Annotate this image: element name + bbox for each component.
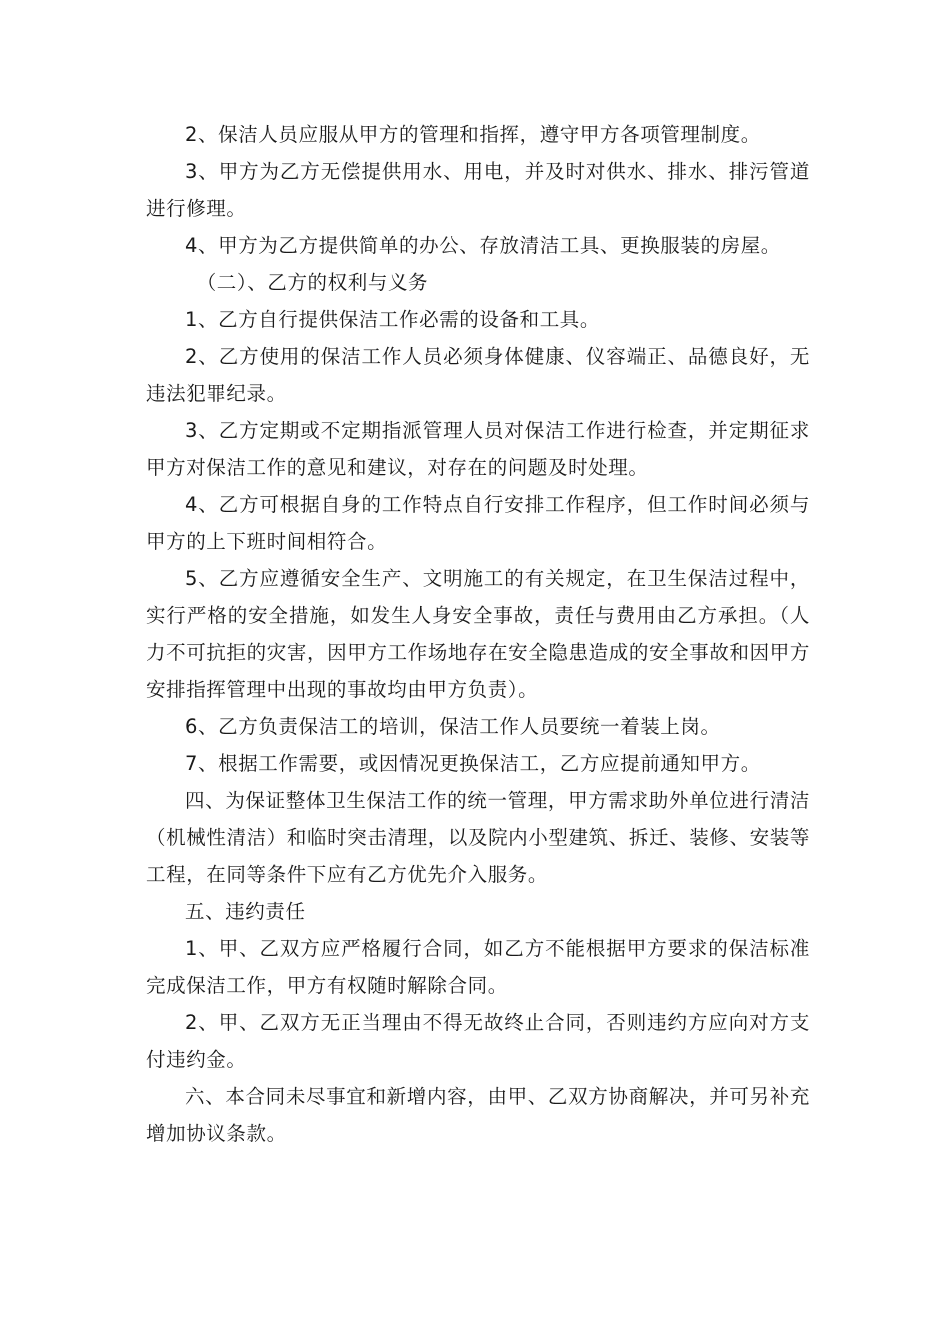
paragraph: 4、乙方可根据自身的工作特点自行安排工作程序，但工作时间必须与甲方的上下班时间相符合。 xyxy=(146,493,810,553)
section-heading: （二）、乙方的权利与义务 xyxy=(196,271,429,294)
section-paragraph: 六、本合同未尽事宜和新增内容，由甲、乙双方协商解决，并可另补充增加协议条款。 xyxy=(146,1085,810,1145)
section-heading: 五、违约责任 xyxy=(185,900,306,923)
paragraph: 7、根据工作需要，或因情况更换保洁工，乙方应提前通知甲方。 xyxy=(185,752,761,775)
paragraph: 1、乙方自行提供保洁工作必需的设备和工具。 xyxy=(185,308,601,331)
paragraph: 2、乙方使用的保洁工作人员必须身体健康、仪容端正、品德良好，无违法犯罪纪录。 xyxy=(146,345,810,405)
document-body xyxy=(146,116,810,1152)
paragraph: 3、乙方定期或不定期指派管理人员对保洁工作进行检查，并定期征求甲方对保洁工作的意见和建议，对存在的问题及时处理。 xyxy=(146,419,810,479)
section-paragraph: 四、为保证整体卫生保洁工作的统一管理，甲方需求助外单位进行清洁（机械性清洁）和临时突击清理，以及院内小型建筑、拆迁、装修、安装等工程，在同等条件下应有乙方优先介入服务。 xyxy=(146,789,810,886)
paragraph: 2、甲、乙双方无正当理由不得无故终止合同，否则违约方应向对方支付违约金。 xyxy=(146,1011,810,1071)
paragraph: 4、甲方为乙方提供简单的办公、存放清洁工具、更换服装的房屋。 xyxy=(185,234,781,257)
paragraph: 2、保洁人员应服从甲方的管理和指挥，遵守甲方各项管理制度。 xyxy=(185,123,761,146)
paragraph: 6、乙方负责保洁工的培训，保洁工作人员要统一着装上岗。 xyxy=(185,715,721,738)
paragraph: 1、甲、乙双方应严格履行合同，如乙方不能根据甲方要求的保洁标准完成保洁工作，甲方有权随时解除合同。 xyxy=(146,937,810,997)
paragraph: 3、甲方为乙方无偿提供用水、用电，并及时对供水、排水、排污管道进行修理。 xyxy=(146,160,810,220)
paragraph: 5、乙方应遵循安全生产、文明施工的有关规定，在卫生保洁过程中，实行严格的安全措施，如发生人身安全事故，责任与费用由乙方承担。（人力不可抗拒的灾害，因甲方工作场地存在安全隐患造成的安全事故和因甲方安排指挥管理中出现的事故均由甲方负责）。 xyxy=(146,567,810,701)
